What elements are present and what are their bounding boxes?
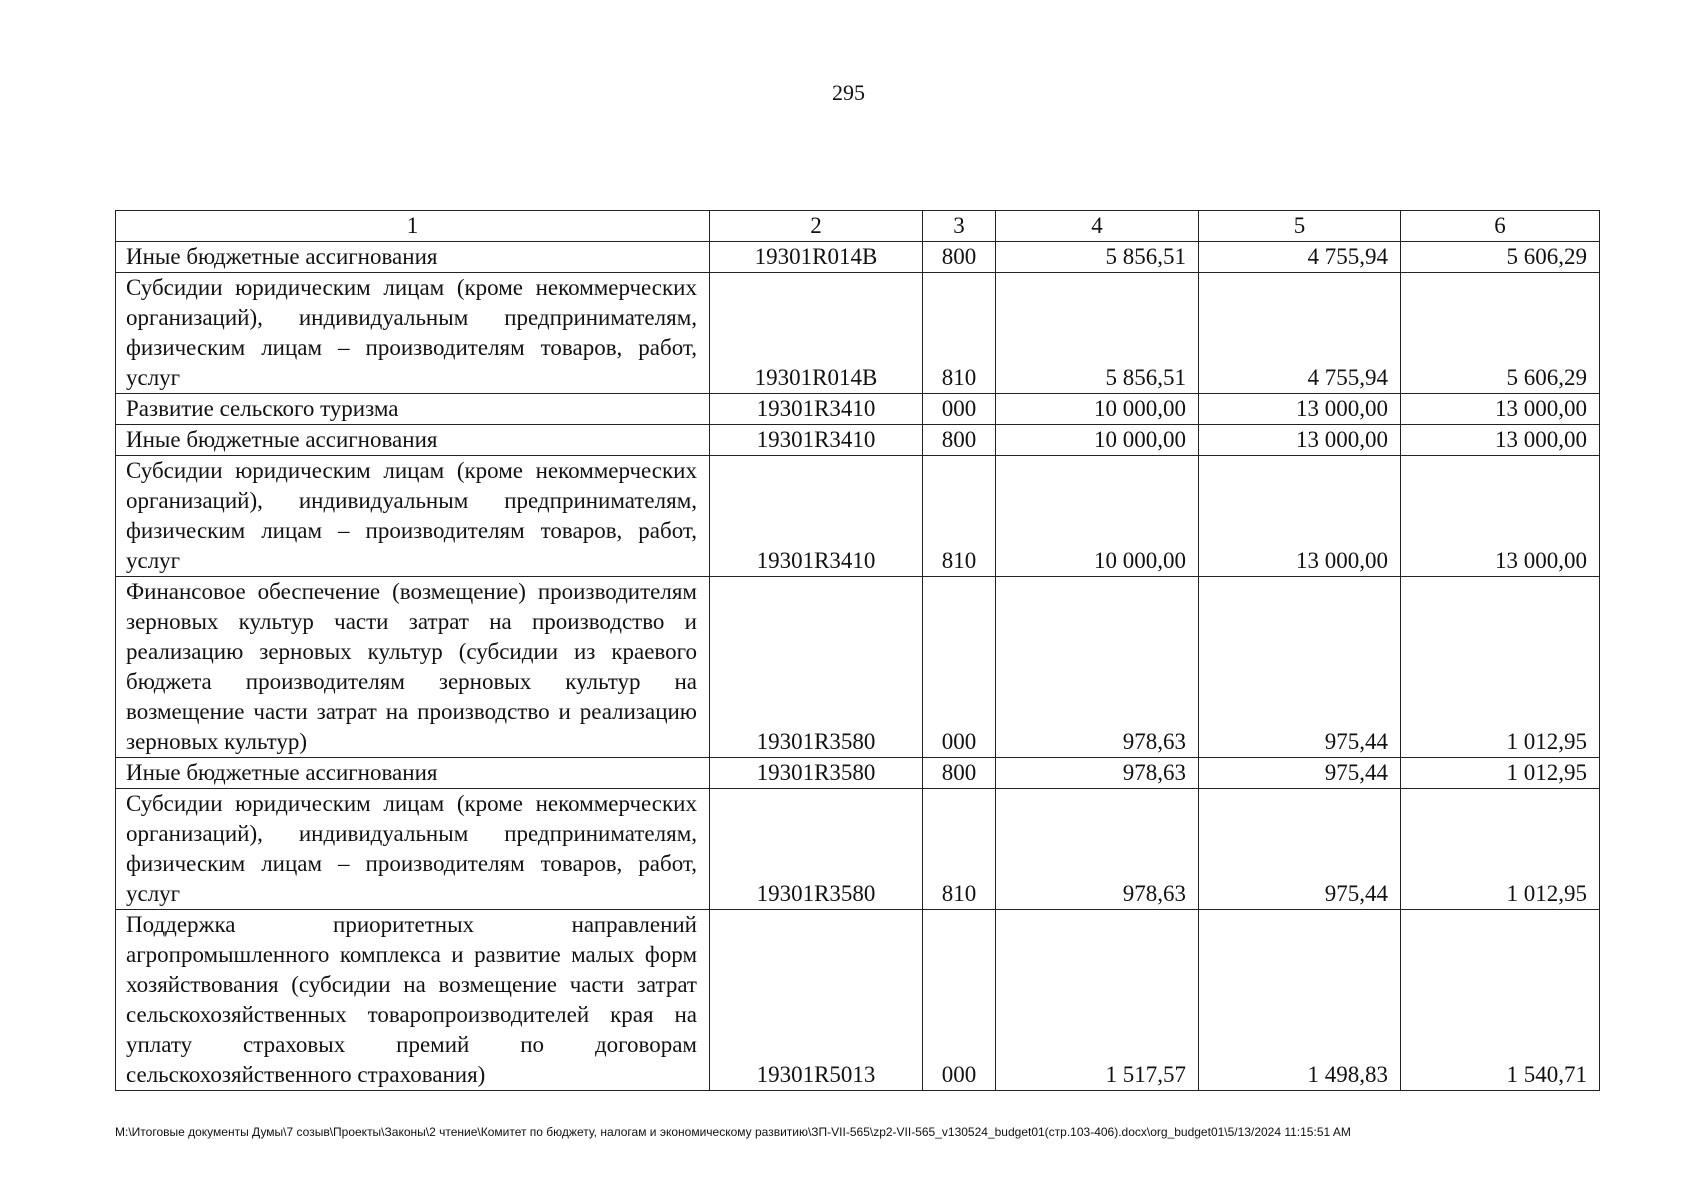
header-cell: 2	[710, 211, 923, 242]
row-description: Иные бюджетные ассигнования	[116, 758, 710, 789]
table-row	[116, 577, 1600, 758]
row-description: Поддержка приоритетных направлений агропромышленного комплекса и развитие малых форм хозяйствования (субсидии на возмещение части затрат сельскохозяйственных товаропроизводителей края на уплату страховых премий по договорам сельскохозяйственного страхования)	[116, 910, 710, 1091]
row-target-code: 19301R3410	[710, 456, 923, 577]
row-expense-type: 810	[923, 273, 996, 394]
row-amount-col6: 1 012,95	[1401, 577, 1600, 758]
row-amount-col6: 1 012,95	[1401, 758, 1600, 789]
row-description: Развитие сельского туризма	[116, 394, 710, 425]
row-amount-col4: 1 517,57	[996, 910, 1199, 1091]
row-amount-col5: 975,44	[1199, 577, 1401, 758]
row-amount-col4: 10 000,00	[996, 394, 1199, 425]
row-amount-col5: 4 755,94	[1199, 242, 1401, 273]
row-expense-type: 810	[923, 456, 996, 577]
row-description: Иные бюджетные ассигнования	[116, 242, 710, 273]
row-target-code: 19301R014B	[710, 242, 923, 273]
row-amount-col4: 5 856,51	[996, 273, 1199, 394]
table-header-row	[116, 211, 1600, 242]
row-amount-col4: 978,63	[996, 577, 1199, 758]
row-expense-type: 800	[923, 242, 996, 273]
row-expense-type: 800	[923, 425, 996, 456]
row-amount-col4: 978,63	[996, 789, 1199, 910]
row-amount-col6: 5 606,29	[1401, 273, 1600, 394]
page-number: 295	[832, 80, 865, 105]
row-target-code: 19301R5013	[710, 910, 923, 1091]
row-description: Иные бюджетные ассигнования	[116, 425, 710, 456]
row-expense-type: 000	[923, 577, 996, 758]
row-amount-col6: 1 540,71	[1401, 910, 1600, 1091]
table-row	[116, 758, 1600, 789]
table-row	[116, 425, 1600, 456]
row-amount-col4: 10 000,00	[996, 456, 1199, 577]
row-amount-col5: 13 000,00	[1199, 394, 1401, 425]
row-description: Субсидии юридическим лицам (кроме некоммерческих организаций), индивидуальным предпринимателям, физическим лицам – производителям товаров, работ, услуг	[116, 456, 710, 577]
row-expense-type: 810	[923, 789, 996, 910]
row-amount-col5: 975,44	[1199, 758, 1401, 789]
header-cell: 1	[116, 211, 710, 242]
row-target-code: 19301R3580	[710, 577, 923, 758]
header-cell: 4	[996, 211, 1199, 242]
document-path-footer: M:\Итоговые документы Думы\7 созыв\Проекты\Законы\2 чтение\Комитет по бюджету, налогам и экономическому развитию\ЗП-VII-565\zp2-VII-565_v130524_budget01(стр.103-406).docx\org_budget01\5/13/2024 11:15:51 AM	[115, 1125, 1351, 1139]
header-cell: 3	[923, 211, 996, 242]
row-amount-col5: 4 755,94	[1199, 273, 1401, 394]
row-amount-col4: 10 000,00	[996, 425, 1199, 456]
row-description: Финансовое обеспечение (возмещение) производителям зерновых культур части затрат на производство и реализацию зерновых культур (субсидии из краевого бюджета производителям зерновых культур на возмещение части затрат на производство и реализацию зерновых культур)	[116, 577, 710, 758]
table-row	[116, 394, 1600, 425]
row-target-code: 19301R3410	[710, 394, 923, 425]
row-expense-type: 800	[923, 758, 996, 789]
header-cell: 5	[1199, 211, 1401, 242]
row-expense-type: 000	[923, 394, 996, 425]
row-amount-col5: 1 498,83	[1199, 910, 1401, 1091]
budget-table	[115, 210, 1600, 1091]
row-amount-col5: 13 000,00	[1199, 425, 1401, 456]
row-amount-col6: 13 000,00	[1401, 425, 1600, 456]
table-row	[116, 242, 1600, 273]
row-amount-col6: 5 606,29	[1401, 242, 1600, 273]
row-amount-col5: 975,44	[1199, 789, 1401, 910]
row-target-code: 19301R014B	[710, 273, 923, 394]
row-amount-col4: 5 856,51	[996, 242, 1199, 273]
table-row	[116, 456, 1600, 577]
row-target-code: 19301R3580	[710, 789, 923, 910]
row-description: Субсидии юридическим лицам (кроме некоммерческих организаций), индивидуальным предпринимателям, физическим лицам – производителям товаров, работ, услуг	[116, 273, 710, 394]
table-row	[116, 789, 1600, 910]
row-amount-col6: 1 012,95	[1401, 789, 1600, 910]
row-amount-col6: 13 000,00	[1401, 394, 1600, 425]
row-expense-type: 000	[923, 910, 996, 1091]
row-target-code: 19301R3580	[710, 758, 923, 789]
row-amount-col4: 978,63	[996, 758, 1199, 789]
table-row	[116, 910, 1600, 1091]
row-description: Субсидии юридическим лицам (кроме некоммерческих организаций), индивидуальным предпринимателям, физическим лицам – производителям товаров, работ, услуг	[116, 789, 710, 910]
table-row	[116, 273, 1600, 394]
header-cell: 6	[1401, 211, 1600, 242]
row-amount-col6: 13 000,00	[1401, 456, 1600, 577]
row-target-code: 19301R3410	[710, 425, 923, 456]
row-amount-col5: 13 000,00	[1199, 456, 1401, 577]
